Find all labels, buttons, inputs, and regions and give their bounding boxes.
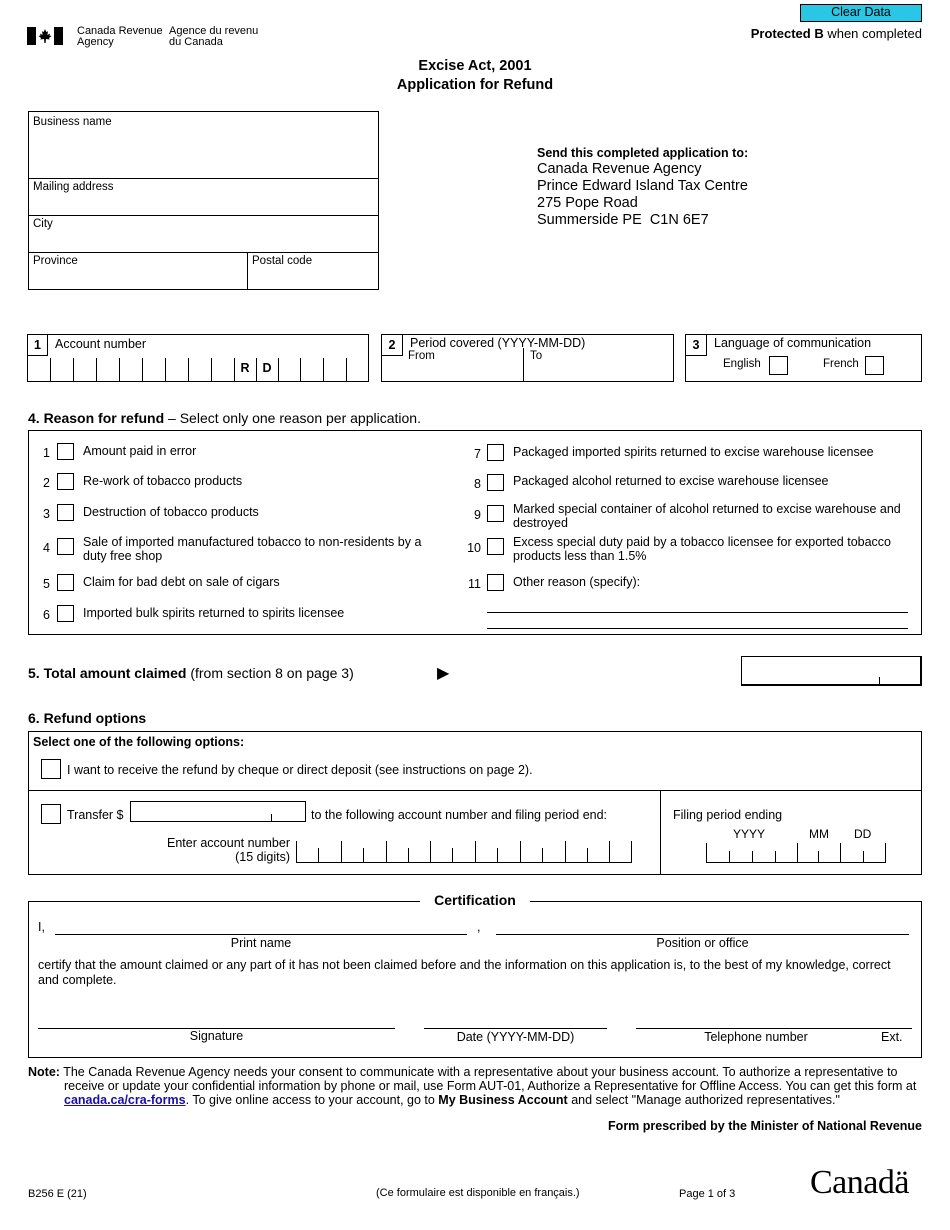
date-separator (729, 851, 730, 862)
digit-separator (165, 358, 166, 381)
section-1-number: 1 (27, 334, 48, 356)
send-to-line-4: Summerside PE C1N 6E7 (537, 212, 709, 228)
protected-b-label: Protected B (750, 26, 824, 41)
title-line1: Excise Act, 2001 (418, 58, 532, 74)
date-separator (775, 851, 776, 862)
date-separator (885, 843, 886, 862)
reason-9-text: Marked special container of alcohol returned to excise warehouse and destroyed (513, 502, 901, 530)
digit-separator (587, 848, 588, 862)
certification-statement: certify that the amount claimed or any part of it has not been claimed before and the information on this application is, to the best of my knowledge, correct and complete. (38, 958, 891, 987)
business-name-field[interactable] (33, 116, 373, 174)
city-label: City (33, 218, 53, 230)
language-label: Language of communication (714, 336, 872, 350)
total-claimed-title: 5. Total amount claimed (28, 665, 187, 681)
send-to-block (537, 146, 748, 229)
transfer-amount-input[interactable] (130, 801, 306, 822)
telephone-input[interactable] (636, 1006, 912, 1029)
period-from-field[interactable] (408, 350, 520, 380)
digit-separator (96, 358, 97, 381)
agency-en-line1: Canada Revenue (77, 25, 163, 37)
french-available: (Ce formulaire est disponible en français.) (376, 1187, 580, 1199)
digit-separator (346, 358, 347, 381)
digit-separator (565, 841, 566, 862)
rt-letter-r: R (240, 361, 250, 375)
note-label: Note: (28, 1065, 60, 1079)
divider (660, 790, 661, 875)
digit-separator (211, 358, 212, 381)
title-line2: Application for Refund (396, 77, 554, 93)
reason-7-number: 7 (474, 447, 481, 461)
transfer-account-input[interactable] (296, 841, 632, 863)
filing-yyyy-label: YYYY (733, 827, 766, 841)
digit-separator (73, 358, 74, 381)
cents-separator (271, 814, 272, 821)
digit-separator (323, 358, 324, 381)
comma-separator: , (477, 920, 481, 934)
transfer-checkbox[interactable] (41, 804, 61, 824)
digit-separator (300, 358, 301, 381)
divider (28, 790, 922, 791)
transfer-rest-text: to the following account number and filing period end: (311, 808, 608, 822)
form-code: B256 E (21) (28, 1188, 87, 1200)
cheque-checkbox[interactable] (41, 759, 61, 779)
signature-input[interactable] (38, 1006, 395, 1029)
canada-wordmark: Canadä (810, 1164, 909, 1201)
cents-separator (879, 677, 880, 685)
reason-11-number: 11 (468, 577, 481, 591)
my-business-account-text: My Business Account (438, 1093, 568, 1107)
reason-5-number: 5 (43, 577, 50, 591)
canada-flag-icon (27, 27, 63, 45)
filing-dd-label: DD (854, 827, 872, 841)
reason-10-text: Excess special duty paid by a tobacco licensee for exported tobacco products less than 1.5% (513, 535, 891, 563)
reason-2-number: 2 (43, 476, 50, 490)
digit-separator (452, 848, 453, 862)
date-separator (797, 843, 798, 862)
reason-11-checkbox[interactable] (487, 574, 504, 591)
telephone-label: Telephone number (704, 1030, 808, 1044)
reason-1-text: Amount paid in error (83, 444, 197, 458)
period-covered-label: Period covered (YYYY-MM-DD) (410, 336, 586, 350)
print-name-input[interactable] (55, 916, 467, 935)
send-to-line-1: Canada Revenue Agency (537, 161, 702, 177)
other-reason-line-2[interactable] (487, 628, 908, 629)
arrow-right-icon: ▶ (437, 665, 450, 682)
date-separator (863, 851, 864, 862)
filing-period-input[interactable] (706, 843, 886, 863)
enter-account-line2: (15 digits) (235, 850, 290, 864)
digit-separator (188, 358, 189, 381)
agency-en-line2: Agency (77, 36, 114, 48)
mailing-address-label: Mailing address (33, 181, 114, 193)
section-3-number: 3 (685, 334, 707, 356)
form-title (0, 57, 950, 95)
total-claimed-input[interactable] (741, 656, 922, 686)
prescribed-by: Form prescribed by the Minister of National Revenue (608, 1119, 922, 1133)
date-separator (818, 851, 819, 862)
section-2-number: 2 (381, 334, 403, 356)
transfer-label: Transfer $ (67, 808, 124, 822)
digit-separator (609, 841, 610, 862)
page-number: Page 1 of 3 (679, 1188, 736, 1200)
reason-4-number: 4 (43, 541, 50, 555)
digit-separator (142, 358, 143, 381)
reason-5-checkbox[interactable] (57, 574, 74, 591)
protected-when-completed: when completed (823, 26, 922, 41)
date-separator (840, 843, 841, 862)
reason-3-text: Destruction of tobacco products (83, 505, 259, 519)
representative-note (28, 1065, 934, 1107)
signature-label: Signature (189, 1029, 244, 1043)
reason-9-checkbox[interactable] (487, 505, 504, 522)
date-label: Date (YYYY-MM-DD) (456, 1030, 575, 1044)
reason-10-checkbox[interactable] (487, 538, 504, 555)
period-to-label: To (530, 350, 543, 362)
digit-separator (631, 841, 632, 862)
agency-fr-line1: Agence du revenu (169, 25, 259, 37)
digit-separator (318, 848, 319, 862)
reason-6-checkbox[interactable] (57, 605, 74, 622)
send-to-line-2: Prince Edward Island Tax Centre (537, 178, 748, 194)
divider (28, 178, 379, 179)
digit-separator (386, 841, 387, 862)
account-number-input[interactable] (28, 358, 368, 381)
english-label: English (723, 358, 761, 370)
digit-separator (119, 358, 120, 381)
digit-separator (430, 841, 431, 862)
position-label: Position or office (656, 936, 749, 950)
cheque-option-text: I want to receive the refund by cheque or direct deposit (see instructions on page 2). (67, 763, 533, 777)
province-label: Province (33, 255, 78, 267)
reason-3-checkbox[interactable] (57, 504, 74, 521)
certification-title: Certification (420, 892, 530, 908)
business-name-label: Business name (33, 116, 112, 128)
postal-code-field[interactable] (252, 255, 374, 285)
reason-5-text: Claim for bad debt on sale of cigars (83, 575, 280, 589)
enter-account-line1: Enter account number (167, 836, 290, 850)
postal-code-label: Postal code (252, 255, 313, 267)
reason-11-text: Other reason (specify): (513, 575, 641, 589)
note-text-3: and select "Manage authorized representatives." (567, 1093, 840, 1107)
clear-data-button[interactable]: Clear Data (800, 4, 922, 22)
position-input[interactable] (496, 916, 909, 935)
reason-10-number: 10 (467, 541, 481, 555)
reason-7-checkbox[interactable] (487, 444, 504, 461)
i-label: I, (38, 920, 45, 934)
send-to-line-3: 275 Pope Road (537, 195, 638, 211)
enter-account-label (140, 836, 290, 864)
date-separator (752, 851, 753, 862)
divider (28, 215, 379, 216)
french-label: French (823, 358, 859, 370)
period-from-label: From (408, 350, 435, 362)
account-number-label: Account number (55, 337, 147, 351)
reason-title: 4. Reason for refund (28, 410, 165, 426)
reason-8-text: Packaged alcohol returned to excise warehouse licensee (513, 474, 829, 488)
reason-4-text: Sale of imported manufactured tobacco to non-residents by a duty free shop (83, 535, 422, 563)
digit-baseline (296, 862, 632, 863)
protected-status (751, 26, 922, 41)
digit-separator (341, 841, 342, 862)
reason-3-number: 3 (43, 507, 50, 521)
note-text-1: The Canada Revenue Agency needs your consent to communicate with a representative about your business account. To authorize a representative to receive or update your confidential information by phone or mail, use Form AUT-01, Authorize a Representative for Offline Access. You can get this form at (59, 1065, 917, 1093)
reason-8-checkbox[interactable] (487, 474, 504, 491)
divider (28, 252, 379, 253)
reason-subtitle: – Select only one reason per application. (164, 410, 421, 426)
other-reason-line-1[interactable] (487, 612, 908, 613)
total-claimed-note: (from section 8 on page 3) (186, 665, 354, 681)
refund-options-title: 6. Refund options (28, 710, 147, 726)
french-checkbox[interactable] (865, 356, 884, 375)
date-separator (706, 843, 707, 862)
reason-6-text: Imported bulk spirits returned to spirits licensee (83, 606, 345, 620)
province-field[interactable] (33, 255, 243, 285)
divider (523, 348, 524, 382)
reason-2-checkbox[interactable] (57, 473, 74, 490)
select-options-heading: Select one of the following options: (33, 735, 245, 749)
agency-fr-line2: du Canada (169, 36, 223, 48)
rt-letter-d: D (262, 361, 272, 375)
send-to-heading: Send this completed application to: (537, 146, 749, 160)
ext-label: Ext. (881, 1030, 903, 1044)
reason-heading (28, 410, 421, 426)
reason-7-text: Packaged imported spirits returned to excise warehouse licensee (513, 445, 874, 459)
digit-separator (50, 358, 51, 381)
print-name-label: Print name (230, 936, 292, 950)
divider (247, 252, 248, 290)
agency-name-fr (169, 26, 258, 48)
filing-mm-label: MM (809, 827, 829, 841)
reason-1-number: 1 (43, 446, 50, 460)
reason-6-number: 6 (43, 608, 50, 622)
digit-separator (475, 841, 476, 862)
period-to-field[interactable] (530, 350, 670, 380)
mailing-address-field[interactable] (33, 181, 373, 211)
digit-separator (542, 848, 543, 862)
filing-period-label: Filing period ending (673, 808, 783, 822)
digit-separator (363, 848, 364, 862)
reason-9-number: 9 (474, 508, 481, 522)
english-checkbox[interactable] (769, 356, 788, 375)
digit-separator (278, 358, 279, 381)
reason-4-checkbox[interactable] (57, 538, 74, 555)
date-baseline (706, 862, 886, 863)
note-text-2: . To give online access to your account, go to (185, 1093, 439, 1107)
digit-separator (408, 848, 409, 862)
digit-separator (520, 841, 521, 862)
digit-separator (497, 848, 498, 862)
cra-forms-link[interactable]: canada.ca/cra-forms (64, 1093, 186, 1107)
digit-separator (296, 841, 297, 862)
city-field[interactable] (33, 218, 373, 248)
agency-name-en (77, 26, 163, 48)
reason-2-text: Re-work of tobacco products (83, 474, 243, 488)
date-input[interactable] (424, 1006, 607, 1029)
total-claimed-heading (28, 665, 354, 681)
reason-1-checkbox[interactable] (57, 443, 74, 460)
reason-8-number: 8 (474, 477, 481, 491)
